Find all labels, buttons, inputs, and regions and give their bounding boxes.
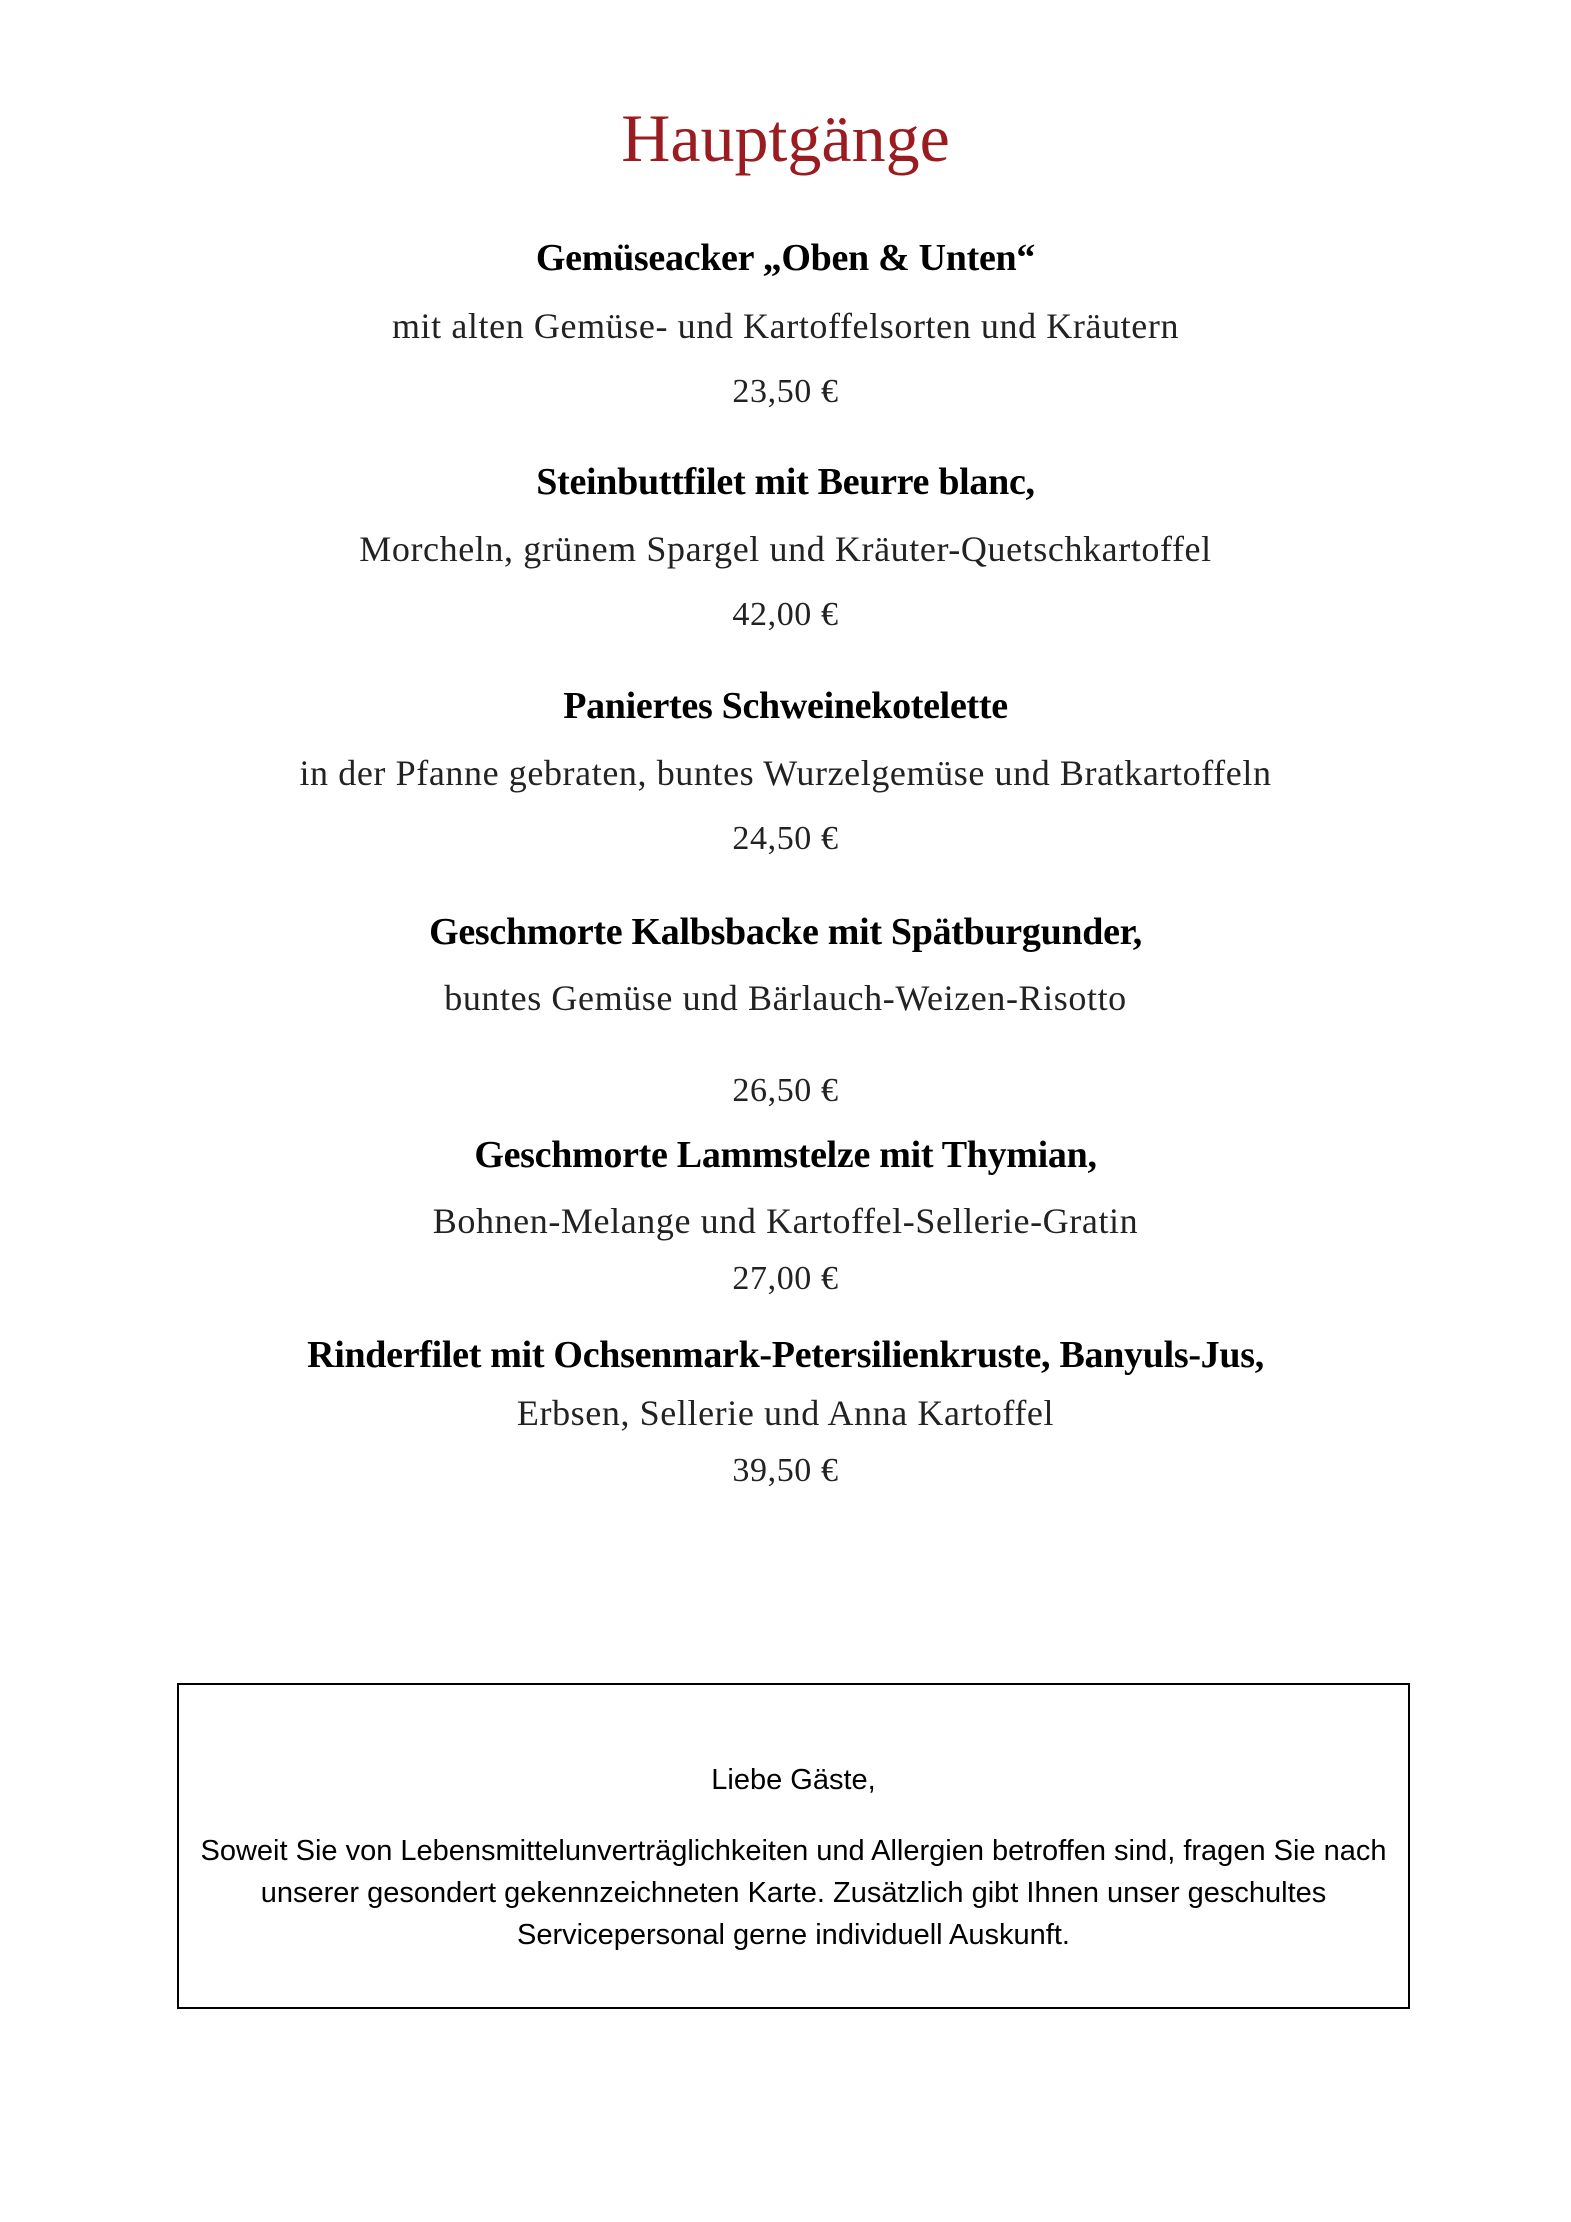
dish-name: Paniertes Schweinekotelette: [563, 685, 1008, 727]
dish-name: Geschmorte Kalbsbacke mit Spätburgunder,: [429, 911, 1142, 953]
dish-price: 23,50 €: [732, 373, 839, 410]
dish-price: 27,00 €: [732, 1260, 839, 1297]
dish-price: 42,00 €: [732, 596, 839, 633]
notice-body: Soweit Sie von Lebensmittelunverträglichkeiten und Allergien betroffen sind, fragen Sie nach unserer gesondert gekennzeichneten Karte. Zusätzlich gibt Ihnen unser geschultes Servicepersonal gerne individuell Auskunft.: [200, 1835, 1387, 1951]
dish-description: buntes Gemüse und Bärlauch-Weizen-Risotto: [444, 978, 1127, 1018]
allergy-notice-box: [177, 1683, 1410, 2009]
dish-name: Geschmorte Lammstelze mit Thymian,: [474, 1134, 1097, 1176]
dish-description: Bohnen-Melange und Kartoffel-Sellerie-Gratin: [432, 1201, 1139, 1241]
dish-name: Rinderfilet mit Ochsenmark-Petersilienkruste, Banyuls-Jus,: [307, 1334, 1264, 1376]
page-title: Hauptgänge: [621, 100, 950, 176]
dish-price: 24,50 €: [732, 820, 839, 857]
dish-price: 26,50 €: [732, 1072, 839, 1109]
dish-description: mit alten Gemüse- und Kartoffelsorten und Kräutern: [391, 306, 1180, 346]
dish-price: 39,50 €: [732, 1452, 839, 1489]
dish-name: Steinbuttfilet mit Beurre blanc,: [536, 461, 1035, 503]
dish-description: in der Pfanne gebraten, buntes Wurzelgemüse und Bratkartoffeln: [299, 753, 1272, 793]
dish-name: Gemüseacker „Oben & Unten“: [535, 237, 1036, 279]
notice-greeting: Liebe Gäste,: [711, 1764, 876, 1796]
dish-description: Morcheln, grünem Spargel und Kräuter-Quetschkartoffel: [359, 529, 1212, 569]
dish-description: Erbsen, Sellerie und Anna Kartoffel: [516, 1393, 1055, 1433]
